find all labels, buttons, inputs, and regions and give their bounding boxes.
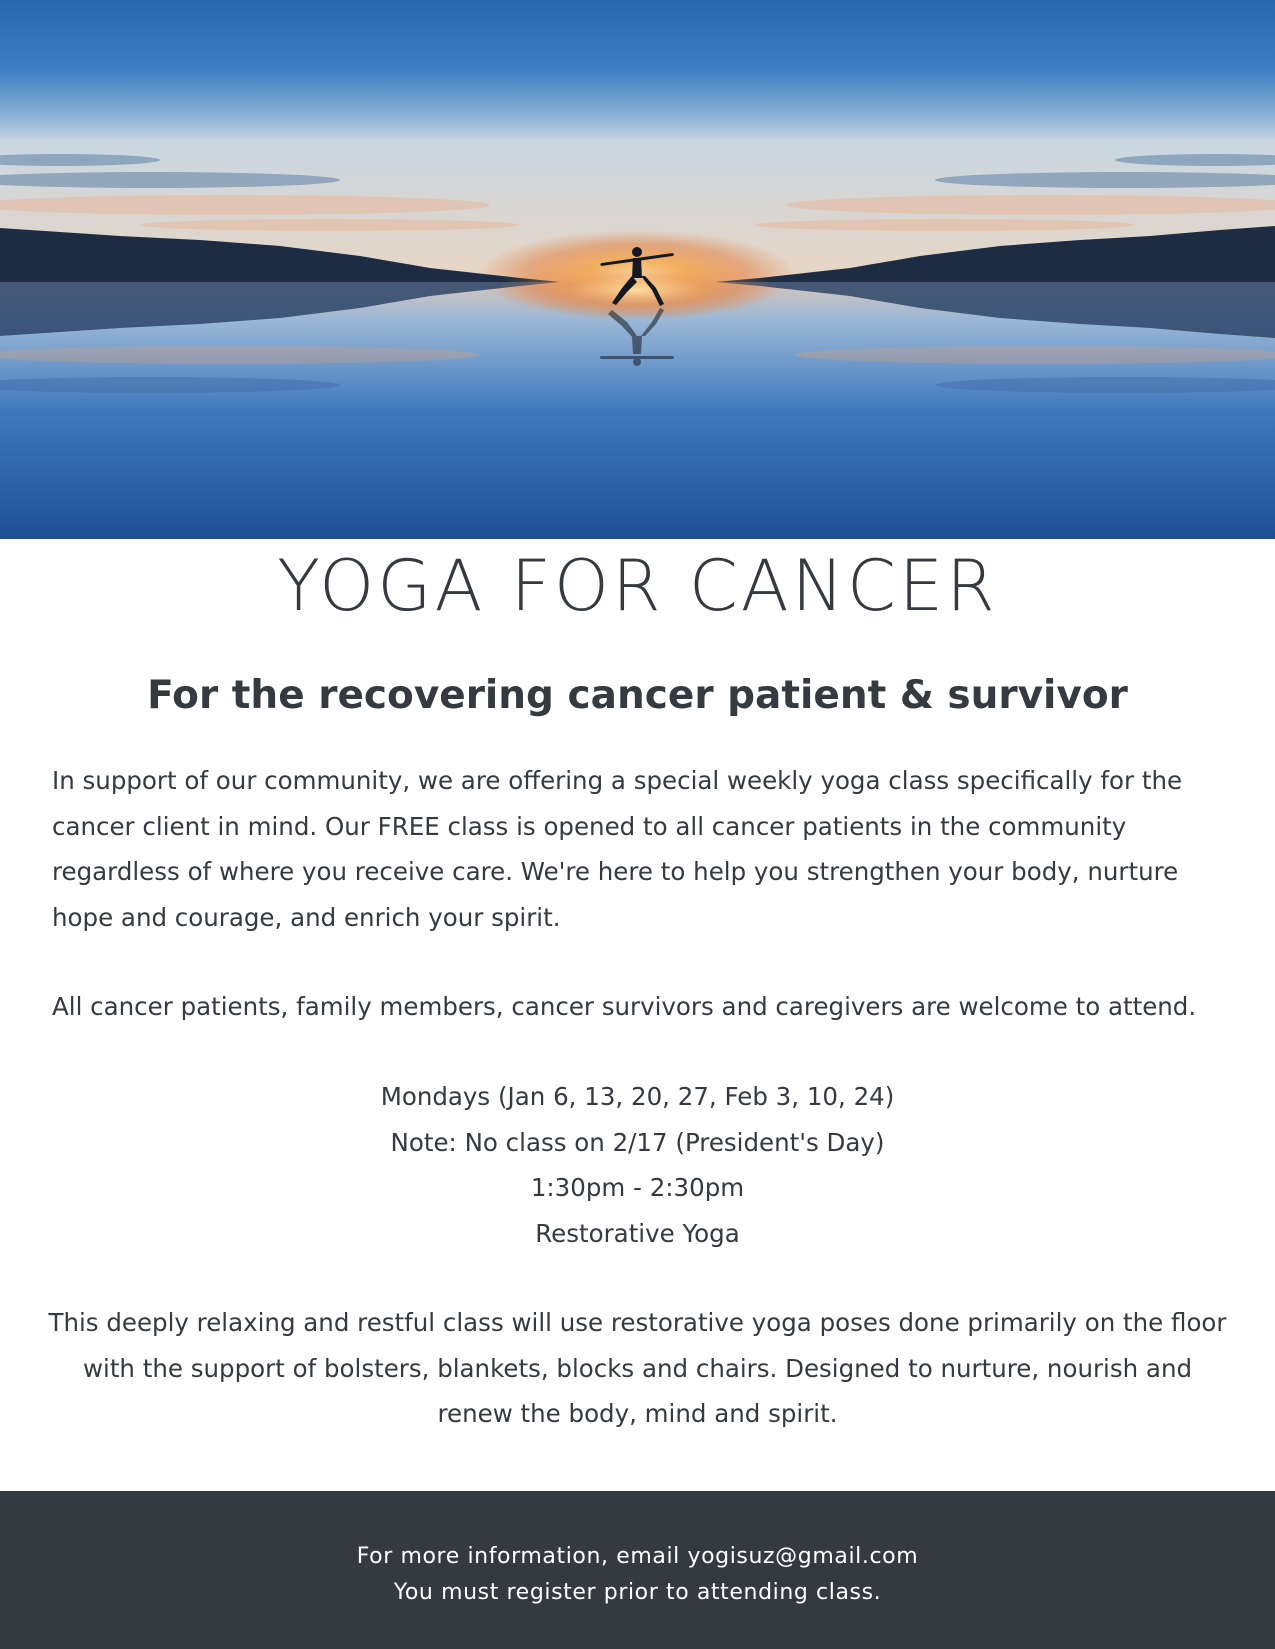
yoga-sunset-illustration [0, 0, 1275, 539]
welcome-paragraph: All cancer patients, family members, cancer survivors and caregivers are welcome to attend. [52, 992, 1197, 1021]
hero-image [0, 0, 1275, 539]
intro-paragraph: In support of our community, we are offering a special weekly yoga class specifically for the cancer client in mind. Our FREE class is opened to all cancer patients in the community regardless of where you receive care. We're here to help you strengthen your body, nurture hope and courage, and enrich your spirit. [52, 766, 1183, 932]
page-title: YOGA FOR CANCER [277, 545, 998, 627]
schedule-block [0, 1074, 1275, 1256]
class-description: This deeply relaxing and restful class will use restorative yoga poses done primarily on the floor with the support of bolsters, blankets, blocks and chairs. Designed to nurture, nourish and renew the body, mind and spirit. [48, 1308, 1227, 1428]
schedule-time: 1:30pm - 2:30pm [530, 1173, 745, 1202]
footer [0, 1491, 1275, 1649]
footer-registration-note: You must register prior to attending class. [393, 1580, 882, 1605]
schedule-days: Mondays (Jan 6, 13, 20, 27, Feb 3, 10, 24) [380, 1082, 895, 1111]
footer-contact-info: For more information, email yogisuz@gmail.com [356, 1544, 919, 1569]
schedule-class-type: Restorative Yoga [535, 1218, 740, 1248]
schedule-note: Note: No class on 2/17 (President's Day) [390, 1127, 885, 1157]
page-subtitle: For the recovering cancer patient & survivor [147, 673, 1128, 718]
